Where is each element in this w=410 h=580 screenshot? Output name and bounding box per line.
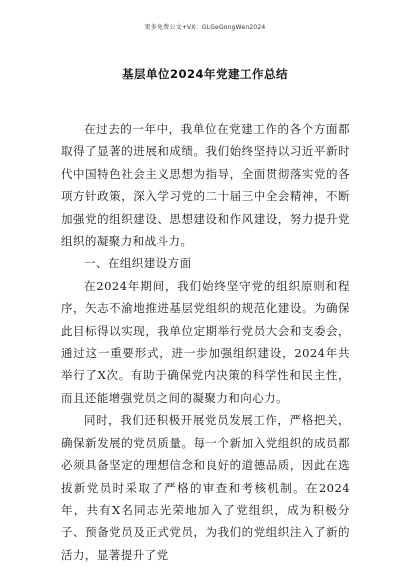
section-heading-organization: 一、在组织建设方面 xyxy=(84,256,192,271)
intro-paragraph: 在过去的一年中，我单位在党建工作的各个方面都取得了显著的进展和成绩。我们始终坚持以习近平新时代中国特色社会主义思想为指导，全面贯彻落实党的各项方针政策，深入学习党的二十届三中全会精神，不断加强党的组织建设、思想建设和作风建设，努力提升党组织的凝聚力和战斗力。 xyxy=(61,122,350,249)
member-development-paragraph: 同时，我们还积极开展党员发展工作，严格把关，确保新发展的党员质量。每一个新加入党组织的成员都必须具备坚定的理想信念和良好的道德品质，因此在选拔新党员时采取了严格的审查和考核机制。在2024年，共有X名同志光荣地加入了党组织，成为积极分子、预备党员及正式党员，为我们的党组织注入了新的活力，显著提升了党 xyxy=(61,413,350,562)
header-promo-note: 更多免费公文+VX：GLGeGongWen2024 xyxy=(144,24,266,31)
document-title: 基层单位2024年党建工作总结 xyxy=(121,67,288,81)
organization-paragraph: 在2024年期间，我们始终坚守党的组织原则和程序，矢志不渝地推进基层党组织的规范化建设。为确保此目标得以实现，我单位定期举行党员大会和支委会，通过这一重要形式，进一步加强组织建设，2024年共举行了X次。有助于确保党内决策的科学性和民主性，而且还能增强党员之间的凝聚力和向心力。 xyxy=(61,278,350,405)
document-body xyxy=(61,118,350,566)
